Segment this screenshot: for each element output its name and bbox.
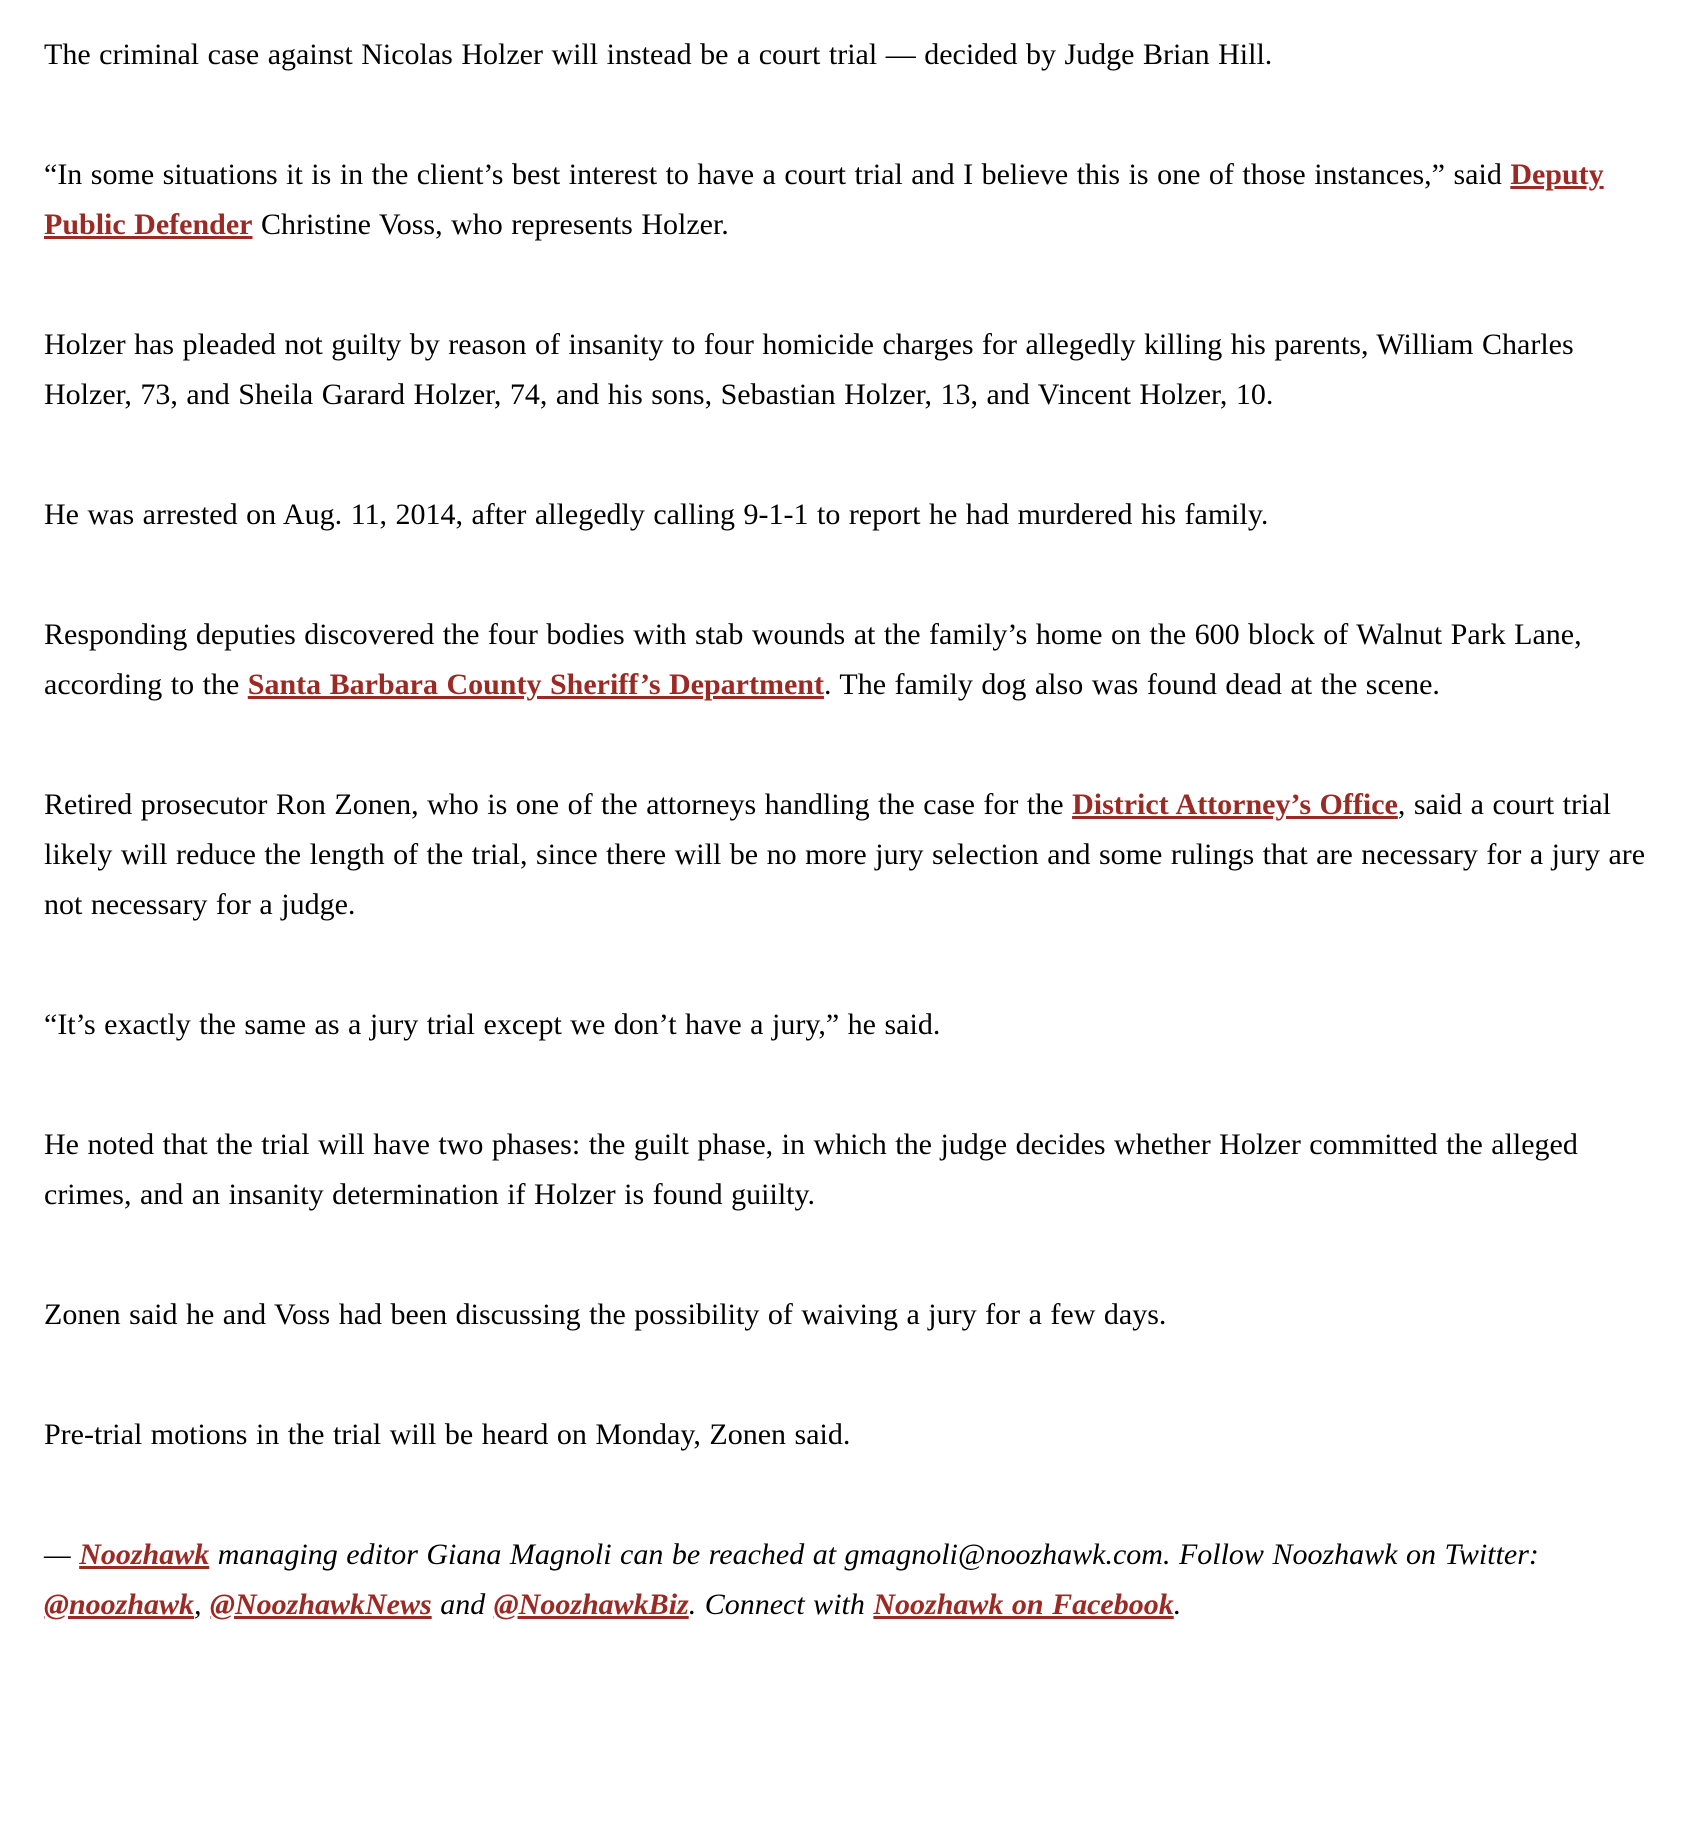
text-run: “In some situations it is in the client’s best interest to have a court trial and I believe this is one of those instances,” said bbox=[44, 158, 1511, 191]
paragraph-waiving-jury bbox=[44, 1290, 1656, 1340]
paragraph-court-trial-decision bbox=[44, 30, 1656, 80]
text-run: He was arrested on Aug. 11, 2014, after allegedly calling 9-1-1 to report he had murdered his family. bbox=[44, 498, 1269, 531]
paragraph-two-phases bbox=[44, 1120, 1656, 1220]
article-paragraphs bbox=[44, 30, 1656, 1630]
text-run: , said a court trial likely will reduce the length of the trial, since there will be no more jury selection and some rulings that are necessary for a jury are not necessary for a judge. bbox=[44, 788, 1646, 921]
text-run: “It’s exactly the same as a jury trial except we don’t have a jury,” he said. bbox=[44, 1008, 941, 1041]
text-run: He noted that the trial will have two phases: the guilt phase, in which the judge decides whether Holzer committed the alleged crimes, and an insanity determination if Holzer is found guiilty. bbox=[44, 1128, 1578, 1211]
text-run: Responding deputies discovered the four bodies with stab wounds at the family’s home on the 600 block of Walnut Park Lane, according to the bbox=[44, 618, 1582, 701]
text-run: — bbox=[44, 1538, 80, 1571]
text-run: Retired prosecutor Ron Zonen, who is one of the attorneys handling the case for the bbox=[44, 788, 1073, 821]
byline-footer bbox=[44, 1530, 1656, 1630]
link-at-noozhawknews[interactable]: @NoozhawkNews bbox=[210, 1588, 432, 1621]
paragraph-defender-quote bbox=[44, 150, 1656, 250]
text-run: . Connect with bbox=[688, 1588, 874, 1621]
link-at-noozhawkbiz[interactable]: @NoozhawkBiz bbox=[493, 1588, 689, 1621]
paragraph-charges bbox=[44, 320, 1656, 420]
text-run: Zonen said he and Voss had been discussing the possibility of waiving a jury for a few days. bbox=[44, 1298, 1167, 1331]
text-run: Holzer has pleaded not guilty by reason of insanity to four homicide charges for allegedly killing his parents, William Charles Holzer, 73, and Sheila Garard Holzer, 74, and his sons, Sebastian Holzer, 13, and Vincent Holzer, 10. bbox=[44, 328, 1574, 411]
link-deputy-public-defender[interactable]: Deputy Public Defender bbox=[44, 158, 1604, 241]
text-run: , bbox=[194, 1588, 211, 1621]
paragraph-zonen-court-trial bbox=[44, 780, 1656, 930]
link-noozhawk[interactable]: Noozhawk bbox=[79, 1538, 210, 1571]
link-santa-barbara-county-sheriffs-department[interactable]: Santa Barbara County Sheriff’s Department bbox=[247, 668, 824, 701]
paragraph-deputies-discovery bbox=[44, 610, 1656, 710]
paragraph-jury-quote bbox=[44, 1000, 1656, 1050]
link-district-attorneys-office[interactable]: District Attorney’s Office bbox=[1072, 788, 1398, 821]
paragraph-arrest bbox=[44, 490, 1656, 540]
text-run: Christine Voss, who represents Holzer. bbox=[252, 208, 729, 241]
text-run: Pre-trial motions in the trial will be heard on Monday, Zonen said. bbox=[44, 1418, 851, 1451]
link-noozhawk-on-facebook[interactable]: Noozhawk on Facebook bbox=[873, 1588, 1174, 1621]
paragraph-pretrial-motions bbox=[44, 1410, 1656, 1460]
text-run: and bbox=[431, 1588, 494, 1621]
text-run: The criminal case against Nicolas Holzer will instead be a court trial — decided by Judge Brian Hill. bbox=[44, 38, 1273, 71]
link-at-noozhawk[interactable]: @noozhawk bbox=[44, 1588, 195, 1621]
text-run: . bbox=[1173, 1588, 1182, 1621]
text-run: . The family dog also was found dead at the scene. bbox=[823, 668, 1440, 701]
text-run: managing editor Giana Magnoli can be reached at gmagnoli@noozhawk.com. Follow Noozhawk on Twitter: bbox=[209, 1538, 1539, 1571]
